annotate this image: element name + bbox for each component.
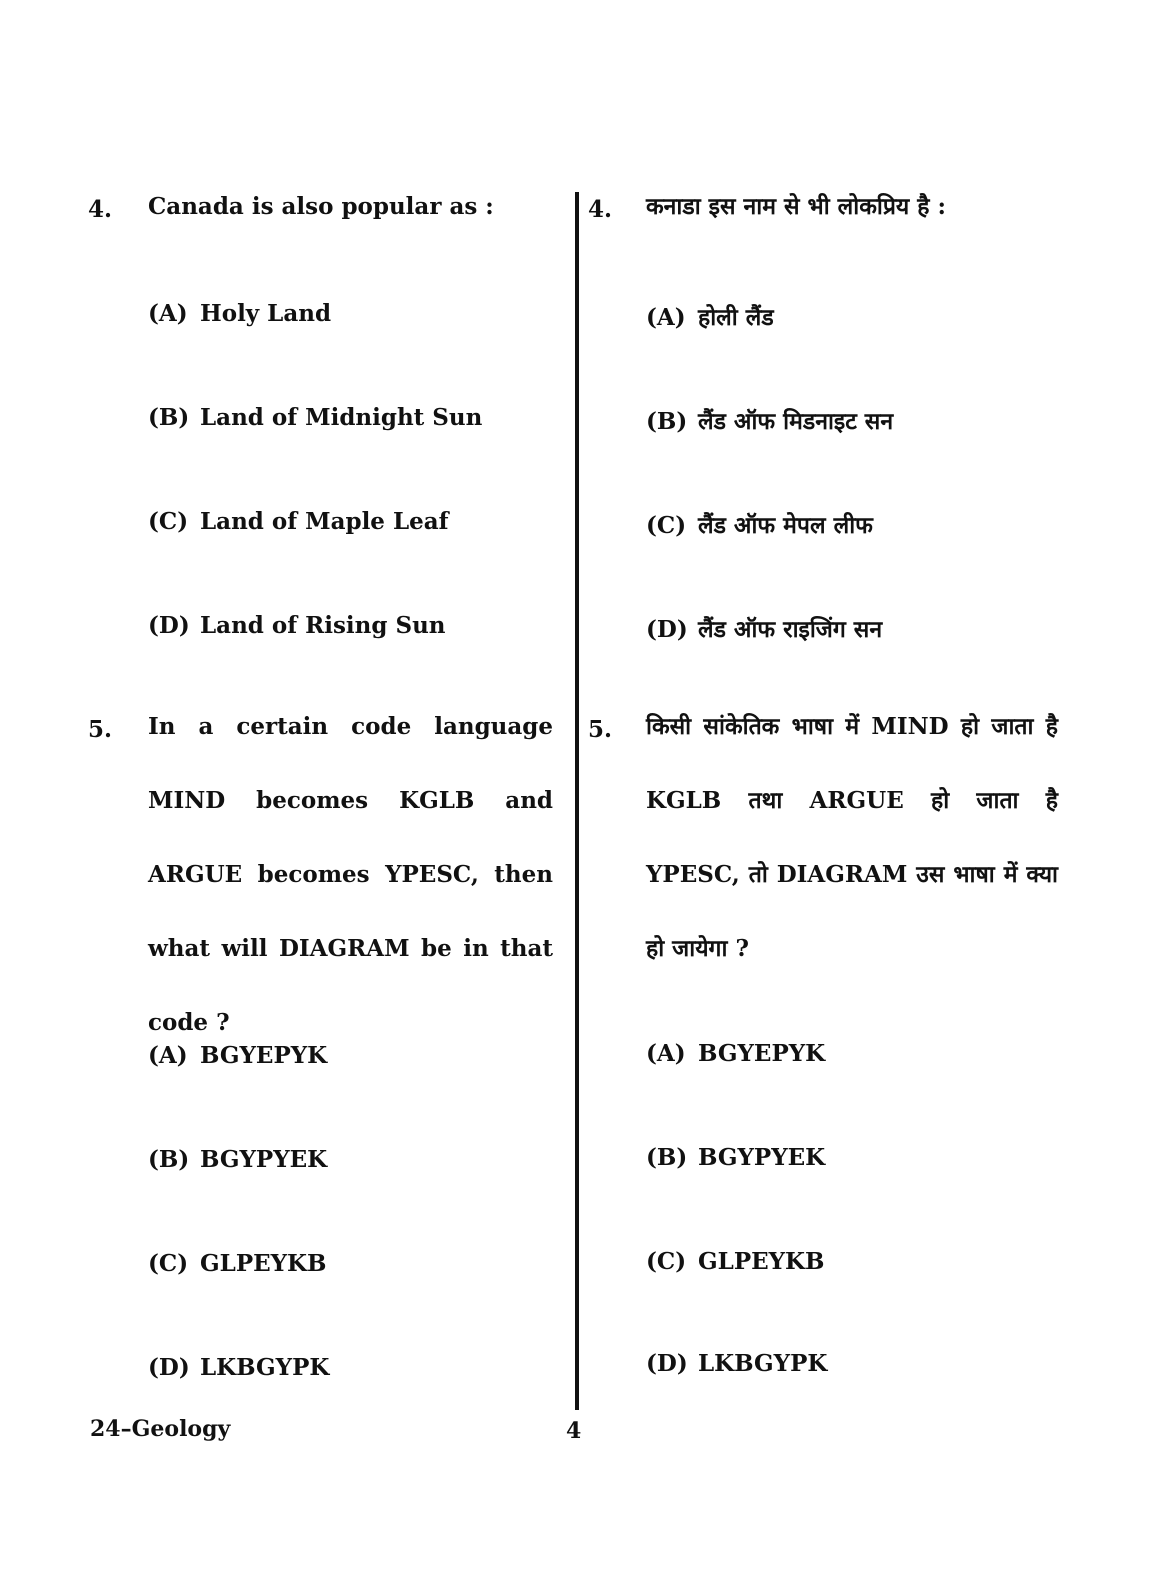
- option-a-en-q5: [148, 1042, 327, 1069]
- question-number: 5.: [88, 716, 113, 743]
- question-number: 4.: [588, 196, 613, 223]
- option-b-en-q5: [148, 1146, 327, 1173]
- option-letter: (B): [646, 1144, 688, 1171]
- option-letter: (A): [148, 300, 188, 327]
- question-text: Canada is also popular as :: [148, 193, 494, 220]
- option-text: BGYPYEK: [200, 1146, 328, 1173]
- option-text: GLPEYKB: [200, 1250, 327, 1277]
- option-letter: (A): [646, 304, 686, 331]
- option-text: लैंड ऑफ मेपल लीफ: [698, 512, 873, 539]
- option-letter: (B): [148, 1146, 190, 1173]
- option-letter: (A): [646, 1040, 686, 1067]
- option-text: लैंड ऑफ राइजिंग सन: [698, 616, 883, 643]
- footer-subject: 24–Geology: [90, 1416, 231, 1442]
- option-text: LKBGYPK: [698, 1350, 828, 1377]
- option-letter: (D): [148, 612, 190, 639]
- option-d-hi-q4: [646, 612, 882, 644]
- option-letter: (A): [148, 1042, 188, 1069]
- option-letter: (D): [646, 616, 688, 643]
- option-a-en-q4: [148, 300, 331, 327]
- option-a-hi-q4: [646, 300, 774, 332]
- question-number: 4.: [88, 196, 113, 223]
- option-text: Land of Maple Leaf: [200, 508, 449, 535]
- option-text: Land of Rising Sun: [200, 612, 446, 639]
- option-text: Holy Land: [200, 300, 332, 327]
- option-text: GLPEYKB: [698, 1248, 825, 1275]
- option-letter: (B): [646, 408, 688, 435]
- option-a-hi-q5: [646, 1040, 825, 1067]
- page-number: 4: [566, 1418, 582, 1444]
- option-letter: (C): [646, 1248, 687, 1275]
- question-text: In a certain code language MIND becomes KGLB and ARGUE becomes YPESC, then what will DIAGRAM be in that code ?: [148, 713, 553, 1036]
- option-b-en-q4: [148, 404, 482, 431]
- option-text: BGYEPYK: [200, 1042, 328, 1069]
- option-text: Land of Midnight Sun: [200, 404, 483, 431]
- column-divider: [575, 192, 579, 1410]
- option-letter: (C): [148, 1250, 189, 1277]
- option-text: होली लैंड: [698, 304, 774, 331]
- option-text: लैंड ऑफ मिडनाइट सन: [698, 408, 894, 435]
- option-letter: (D): [148, 1354, 190, 1381]
- option-d-en-q4: [148, 612, 446, 639]
- option-c-en-q5: [148, 1250, 327, 1277]
- question-text: किसी सांकेतिक भाषा में MIND हो जाता है KGLB तथा ARGUE हो जाता है YPESC, तो DIAGRAM उस भाषा में क्या हो जायेगा ?: [646, 713, 1058, 962]
- option-text: BGYPYEK: [698, 1144, 826, 1171]
- option-letter: (C): [148, 508, 189, 535]
- option-d-en-q5: [148, 1354, 329, 1381]
- option-c-hi-q5: [646, 1248, 825, 1275]
- option-c-en-q4: [148, 508, 449, 535]
- question-text: कनाडा इस नाम से भी लोकप्रिय है :: [646, 193, 946, 220]
- option-b-hi-q4: [646, 404, 893, 436]
- option-d-hi-q5: [646, 1350, 827, 1377]
- option-text: BGYEPYK: [698, 1040, 826, 1067]
- option-letter: (C): [646, 512, 687, 539]
- option-letter: (B): [148, 404, 190, 431]
- option-text: LKBGYPK: [200, 1354, 330, 1381]
- option-c-hi-q4: [646, 508, 873, 540]
- question-number: 5.: [588, 716, 613, 743]
- option-b-hi-q5: [646, 1144, 825, 1171]
- option-letter: (D): [646, 1350, 688, 1377]
